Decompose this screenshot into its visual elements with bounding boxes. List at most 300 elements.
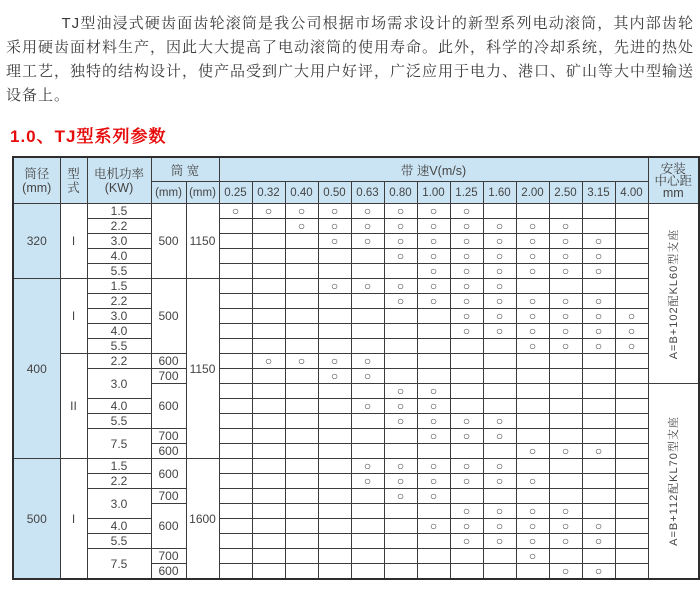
speed-cell-empty — [219, 429, 252, 444]
speed-cell-empty — [582, 399, 615, 414]
speed-available-mark — [582, 264, 615, 279]
power-cell: 4.0 — [87, 519, 151, 534]
speed-cell-empty — [417, 339, 450, 354]
speed-available-mark — [549, 519, 582, 534]
circle-icon: ○ — [495, 248, 504, 263]
speed-cell-empty — [285, 549, 318, 564]
speed-cell-empty — [615, 444, 648, 459]
speed-cell-empty — [219, 489, 252, 504]
speed-cell-empty — [351, 414, 384, 429]
circle-icon: ○ — [561, 233, 570, 248]
speed-cell-empty — [351, 309, 384, 324]
circle-icon: ○ — [528, 473, 537, 488]
circle-icon: ○ — [495, 518, 504, 533]
speed-available-mark — [483, 249, 516, 264]
speed-cell-empty — [384, 519, 417, 534]
speed-cell-empty — [252, 444, 285, 459]
speed-available-mark — [252, 354, 285, 369]
header-install-distance — [648, 157, 699, 204]
circle-icon: ○ — [495, 533, 504, 548]
header-width-unit-1: (mm) — [151, 182, 186, 204]
speed-available-mark — [351, 204, 384, 219]
speed-cell-empty — [417, 444, 450, 459]
speed-cell-empty — [417, 504, 450, 519]
speed-cell-empty — [351, 294, 384, 309]
speed-cell-empty — [417, 354, 450, 369]
power-cell: 2.2 — [87, 219, 151, 234]
circle-icon: ○ — [495, 293, 504, 308]
header-type — [60, 157, 87, 204]
speed-cell-empty — [252, 414, 285, 429]
circle-icon: ○ — [363, 278, 372, 293]
type-cell: I — [60, 204, 87, 279]
power-cell: 1.5 — [87, 204, 151, 219]
speed-cell-empty — [615, 369, 648, 384]
circle-icon: ○ — [264, 353, 273, 368]
speed-cell-empty — [252, 504, 285, 519]
table-row — [13, 429, 699, 444]
speed-cell-empty — [582, 549, 615, 564]
speed-available-mark — [351, 279, 384, 294]
circle-icon: ○ — [528, 443, 537, 458]
width-cell: 600 — [151, 444, 186, 459]
speed-cell-empty — [615, 549, 648, 564]
speed-cell-empty — [318, 489, 351, 504]
speed-cell-empty — [483, 399, 516, 414]
circle-icon: ○ — [396, 248, 405, 263]
power-cell: 4.0 — [87, 249, 151, 264]
speed-cell-empty — [219, 519, 252, 534]
circle-icon: ○ — [363, 398, 372, 413]
speed-cell-empty — [219, 414, 252, 429]
width-cell: 600 — [151, 354, 186, 369]
support-note-cell — [648, 204, 699, 384]
circle-icon: ○ — [561, 503, 570, 518]
table-row — [13, 294, 699, 309]
speed-available-mark — [582, 564, 615, 580]
circle-icon: ○ — [594, 233, 603, 248]
speed-cell-empty — [615, 534, 648, 549]
speed-available-mark — [516, 549, 549, 564]
speed-cell-empty — [219, 369, 252, 384]
speed-cell-empty — [483, 339, 516, 354]
speed-cell-empty — [285, 444, 318, 459]
speed-cell-empty — [549, 369, 582, 384]
circle-icon: ○ — [627, 323, 636, 338]
speed-cell-empty — [219, 459, 252, 474]
speed-cell-empty — [252, 489, 285, 504]
speed-cell-empty — [285, 474, 318, 489]
speed-cell-empty — [219, 219, 252, 234]
speed-available-mark — [516, 234, 549, 249]
diameter-cell: 500 — [13, 459, 60, 580]
power-cell: 1.5 — [87, 459, 151, 474]
speed-available-mark — [483, 279, 516, 294]
power-cell: 2.2 — [87, 474, 151, 489]
table-row — [13, 519, 699, 534]
speed-cell-empty — [615, 354, 648, 369]
circle-icon: ○ — [297, 218, 306, 233]
speed-available-mark — [450, 474, 483, 489]
speed-cell-empty — [351, 384, 384, 399]
speed-cell-empty — [615, 399, 648, 414]
speed-available-mark — [549, 294, 582, 309]
speed-cell-empty — [219, 264, 252, 279]
table-row — [13, 279, 699, 294]
speed-available-mark — [450, 219, 483, 234]
speed-available-mark — [417, 414, 450, 429]
speed-cell-empty — [483, 444, 516, 459]
speed-cell-empty — [252, 399, 285, 414]
speed-cell-empty — [219, 564, 252, 580]
speed-available-mark — [384, 414, 417, 429]
speed-cell-empty — [219, 399, 252, 414]
circle-icon: ○ — [561, 533, 570, 548]
install-line2: 中心距 — [654, 173, 692, 188]
circle-icon: ○ — [594, 563, 603, 578]
speed-available-mark — [417, 459, 450, 474]
speed-cell-empty — [582, 489, 615, 504]
speed-available-mark — [516, 534, 549, 549]
speed-cell-empty — [252, 459, 285, 474]
header-diameter-line1: 筒径 — [24, 166, 50, 181]
circle-icon: ○ — [462, 428, 471, 443]
speed-cell-empty — [351, 549, 384, 564]
speed-tick: 1.60 — [483, 182, 516, 204]
speed-available-mark — [582, 324, 615, 339]
speed-cell-empty — [417, 324, 450, 339]
circle-icon: ○ — [594, 293, 603, 308]
speed-cell-empty — [219, 309, 252, 324]
speed-cell-empty — [285, 234, 318, 249]
circle-icon: ○ — [429, 278, 438, 293]
speed-available-mark — [417, 429, 450, 444]
header-type-line2: 式 — [67, 180, 80, 195]
speed-available-mark — [318, 219, 351, 234]
support-note-text: A=B+102配KL60型支座 — [668, 228, 681, 359]
speed-cell-empty — [615, 249, 648, 264]
speed-available-mark — [417, 489, 450, 504]
speed-available-mark — [516, 219, 549, 234]
speed-available-mark — [549, 504, 582, 519]
speed-available-mark — [549, 234, 582, 249]
circle-icon: ○ — [495, 218, 504, 233]
speed-cell-empty — [450, 549, 483, 564]
speed-tick: 0.80 — [384, 182, 417, 204]
diameter-cell: 320 — [13, 204, 60, 279]
speed-cell-empty — [450, 354, 483, 369]
speed-cell-empty — [318, 384, 351, 399]
speed-available-mark — [450, 414, 483, 429]
speed-available-mark — [549, 534, 582, 549]
speed-cell-empty — [615, 384, 648, 399]
speed-tick: 0.32 — [252, 182, 285, 204]
width-cell: 700 — [151, 429, 186, 444]
circle-icon: ○ — [429, 203, 438, 218]
circle-icon: ○ — [594, 443, 603, 458]
speed-available-mark — [351, 369, 384, 384]
speed-available-mark — [549, 324, 582, 339]
table-row — [13, 339, 699, 354]
speed-cell-empty — [318, 249, 351, 264]
circle-icon: ○ — [528, 533, 537, 548]
speed-cell-empty — [318, 339, 351, 354]
speed-cell-empty — [351, 564, 384, 580]
speed-available-mark — [483, 324, 516, 339]
header-diameter — [13, 157, 60, 204]
speed-available-mark — [516, 474, 549, 489]
speed-available-mark — [549, 249, 582, 264]
circle-icon: ○ — [429, 248, 438, 263]
circle-icon: ○ — [462, 218, 471, 233]
speed-cell-empty — [450, 399, 483, 414]
circle-icon: ○ — [429, 383, 438, 398]
speed-available-mark — [483, 534, 516, 549]
circle-icon: ○ — [330, 203, 339, 218]
speed-cell-empty — [219, 324, 252, 339]
speed-available-mark — [516, 294, 549, 309]
speed-cell-empty — [285, 264, 318, 279]
circle-icon: ○ — [528, 518, 537, 533]
speed-cell-empty — [516, 354, 549, 369]
speed-cell-empty — [318, 264, 351, 279]
circle-icon: ○ — [396, 488, 405, 503]
speed-cell-empty — [615, 564, 648, 580]
speed-cell-empty — [219, 249, 252, 264]
speed-available-mark — [285, 204, 318, 219]
speed-cell-empty — [417, 549, 450, 564]
header-power-line1: 电机功率 — [93, 166, 144, 181]
speed-cell-empty — [252, 264, 285, 279]
table-row — [13, 549, 699, 564]
speed-cell-empty — [384, 339, 417, 354]
speed-cell-empty — [417, 369, 450, 384]
speed-cell-empty — [351, 339, 384, 354]
speed-available-mark — [549, 264, 582, 279]
speed-cell-empty — [252, 234, 285, 249]
speed-cell-empty — [285, 369, 318, 384]
speed-cell-empty — [549, 399, 582, 414]
speed-available-mark — [351, 234, 384, 249]
speed-cell-empty — [384, 354, 417, 369]
speed-cell-empty — [252, 324, 285, 339]
table-row — [13, 324, 699, 339]
speed-cell-empty — [483, 489, 516, 504]
speed-available-mark — [516, 309, 549, 324]
circle-icon: ○ — [330, 218, 339, 233]
speed-available-mark — [450, 324, 483, 339]
circle-icon: ○ — [528, 338, 537, 353]
type-cell: I — [60, 279, 87, 354]
circle-icon: ○ — [561, 293, 570, 308]
speed-cell-empty — [384, 534, 417, 549]
speed-cell-empty — [285, 459, 318, 474]
speed-cell-empty — [417, 534, 450, 549]
speed-cell-empty — [219, 234, 252, 249]
speed-cell-empty — [285, 489, 318, 504]
speed-cell-empty — [615, 489, 648, 504]
speed-cell-empty — [252, 249, 285, 264]
speed-available-mark — [417, 294, 450, 309]
speed-cell-empty — [318, 534, 351, 549]
width-cell: 700 — [151, 549, 186, 564]
speed-cell-empty — [252, 339, 285, 354]
speed-available-mark — [417, 234, 450, 249]
power-cell: 5.5 — [87, 414, 151, 429]
speed-cell-empty — [615, 279, 648, 294]
speed-cell-empty — [582, 384, 615, 399]
speed-cell-empty — [318, 564, 351, 580]
table-row — [13, 354, 699, 369]
table-row — [13, 264, 699, 279]
speed-cell-empty — [285, 249, 318, 264]
circle-icon: ○ — [396, 458, 405, 473]
type-cell: II — [60, 354, 87, 459]
table-row — [13, 474, 699, 489]
circle-icon: ○ — [396, 398, 405, 413]
speed-available-mark — [384, 219, 417, 234]
speed-cell-empty — [384, 369, 417, 384]
circle-icon: ○ — [495, 413, 504, 428]
speed-tick: 0.40 — [285, 182, 318, 204]
speed-available-mark — [384, 249, 417, 264]
speed-available-mark — [483, 474, 516, 489]
speed-cell-empty — [483, 564, 516, 580]
speed-cell-empty — [582, 414, 615, 429]
speed-available-mark — [285, 219, 318, 234]
circle-icon: ○ — [462, 473, 471, 488]
speed-available-mark — [516, 339, 549, 354]
circle-icon: ○ — [495, 503, 504, 518]
circle-icon: ○ — [363, 203, 372, 218]
speed-cell-empty — [384, 444, 417, 459]
support-note-text: A=B+112配KL70型支座 — [668, 416, 681, 546]
circle-icon: ○ — [330, 353, 339, 368]
speed-cell-empty — [285, 519, 318, 534]
speed-cell-empty — [582, 354, 615, 369]
speed-available-mark — [351, 474, 384, 489]
speed-available-mark — [582, 309, 615, 324]
circle-icon: ○ — [528, 323, 537, 338]
speed-cell-empty — [252, 534, 285, 549]
speed-available-mark — [516, 249, 549, 264]
speed-available-mark — [450, 279, 483, 294]
speed-available-mark — [384, 234, 417, 249]
speed-available-mark — [384, 489, 417, 504]
speed-available-mark — [483, 519, 516, 534]
speed-cell-empty — [549, 279, 582, 294]
speed-cell-empty — [615, 204, 648, 219]
speed-cell-empty — [252, 519, 285, 534]
speed-cell-empty — [318, 309, 351, 324]
speed-cell-empty — [615, 264, 648, 279]
circle-icon: ○ — [528, 248, 537, 263]
speed-cell-empty — [318, 519, 351, 534]
circle-icon: ○ — [495, 473, 504, 488]
speed-available-mark — [483, 234, 516, 249]
speed-cell-empty — [615, 429, 648, 444]
circle-icon: ○ — [429, 458, 438, 473]
speed-available-mark — [417, 219, 450, 234]
speed-tick: 4.00 — [615, 182, 648, 204]
circle-icon: ○ — [528, 293, 537, 308]
circle-icon: ○ — [561, 218, 570, 233]
circle-icon: ○ — [528, 548, 537, 563]
speed-cell-empty — [582, 459, 615, 474]
width-cell: 700 — [151, 489, 186, 504]
speed-cell-empty — [285, 399, 318, 414]
circle-icon: ○ — [561, 248, 570, 263]
speed-cell-empty — [351, 249, 384, 264]
speed-cell-empty — [549, 549, 582, 564]
diameter-cell: 400 — [13, 279, 60, 459]
speed-available-mark — [384, 204, 417, 219]
speed-cell-empty — [351, 264, 384, 279]
speed-cell-empty — [516, 414, 549, 429]
speed-available-mark — [582, 339, 615, 354]
circle-icon: ○ — [363, 473, 372, 488]
speed-available-mark — [615, 324, 648, 339]
speed-available-mark — [351, 399, 384, 414]
speed-available-mark — [384, 399, 417, 414]
circle-icon: ○ — [396, 413, 405, 428]
circle-icon: ○ — [594, 263, 603, 278]
table-row — [13, 219, 699, 234]
speed-cell-empty — [351, 534, 384, 549]
spec-table-body — [13, 204, 699, 580]
speed-cell-empty — [516, 429, 549, 444]
speed-cell-empty — [384, 504, 417, 519]
speed-available-mark — [516, 324, 549, 339]
speed-available-mark — [351, 354, 384, 369]
speed-available-mark — [516, 444, 549, 459]
speed-cell-empty — [318, 444, 351, 459]
speed-available-mark — [252, 204, 285, 219]
circle-icon: ○ — [594, 518, 603, 533]
speed-available-mark — [384, 474, 417, 489]
table-row — [13, 489, 699, 504]
power-cell: 5.5 — [87, 264, 151, 279]
install-line3: mm — [662, 185, 684, 200]
table-row — [13, 459, 699, 474]
speed-cell-empty — [285, 309, 318, 324]
speed-cell-empty — [252, 219, 285, 234]
speed-available-mark — [450, 234, 483, 249]
speed-cell-empty — [549, 429, 582, 444]
circle-icon: ○ — [561, 338, 570, 353]
speed-cell-empty — [351, 444, 384, 459]
circle-icon: ○ — [429, 263, 438, 278]
speed-cell-empty — [384, 549, 417, 564]
circle-icon: ○ — [528, 263, 537, 278]
speed-cell-empty — [582, 474, 615, 489]
speed-cell-empty — [549, 474, 582, 489]
speed-available-mark — [549, 444, 582, 459]
circle-icon: ○ — [462, 278, 471, 293]
speed-available-mark — [450, 429, 483, 444]
speed-cell-empty — [318, 504, 351, 519]
speed-cell-empty — [549, 354, 582, 369]
speed-cell-empty — [549, 414, 582, 429]
circle-icon: ○ — [396, 293, 405, 308]
width2-cell: 1600 — [186, 459, 219, 580]
speed-available-mark — [450, 309, 483, 324]
install-line1: 安装 — [660, 161, 686, 176]
speed-cell-empty — [351, 519, 384, 534]
header-belt-speed: 带 速V(m/s) — [219, 157, 648, 182]
circle-icon: ○ — [528, 503, 537, 518]
power-cell: 7.5 — [87, 549, 151, 580]
